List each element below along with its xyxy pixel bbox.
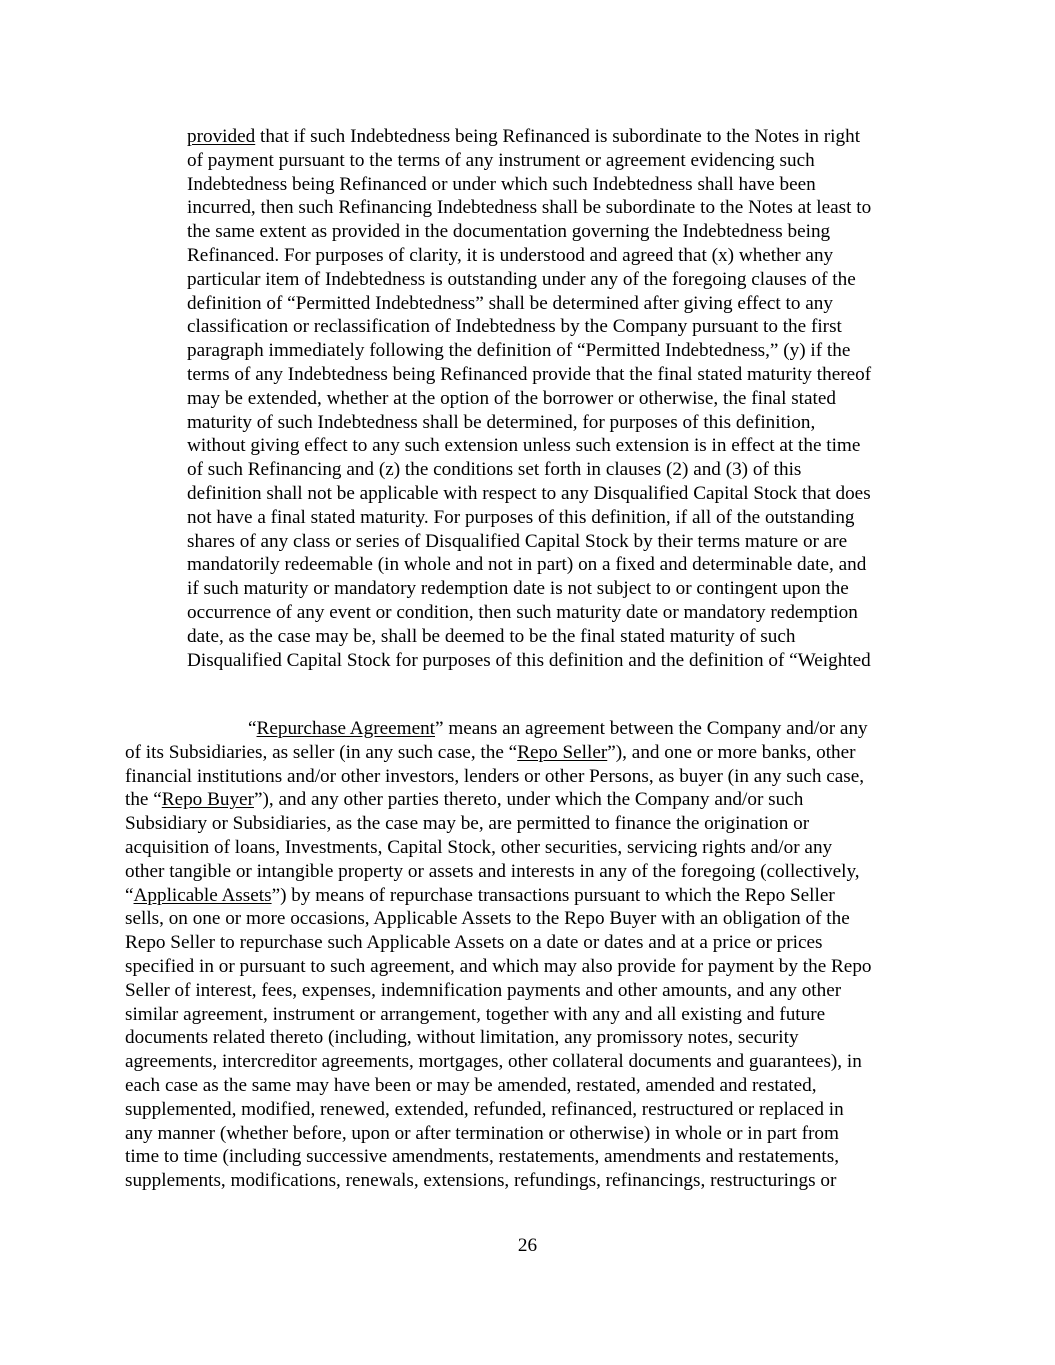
text-line: definition shall not be applicable with respect to any Disqualified Capital Stock that does — [187, 482, 871, 504]
text-line: occurrence of any event or condition, then such maturity date or mandatory redemption — [187, 601, 858, 623]
defined-term-applicable-assets: Applicable Assets — [133, 884, 272, 906]
text-line: supplemented, modified, renewed, extended, refunded, refinanced, restructured or replaced in — [125, 1098, 844, 1120]
text-line: the “Repo Buyer”), and any other parties thereto, under which the Company and/or such — [125, 789, 804, 811]
text-line: any manner (whether before, upon or after termination or otherwise) in whole or in part from — [125, 1122, 839, 1144]
text-line: shares of any class or series of Disqualified Capital Stock by their terms mature or are — [187, 530, 848, 552]
text-line: “Repurchase Agreement” means an agreement between the Company and/or any — [248, 718, 868, 739]
text-line: similar agreement, instrument or arrangement, together with any and all existing and future — [125, 1003, 826, 1025]
text-line: maturity of such Indebtedness shall be determined, for purposes of this definition, — [187, 411, 816, 433]
text-line: incurred, then such Refinancing Indebtedness shall be subordinate to the Notes at least to — [187, 197, 872, 219]
defined-term-provided: provided — [187, 126, 256, 147]
text-line: provided that if such Indebtedness being Refinanced is subordinate to the Notes in right — [187, 126, 861, 147]
text-line: agreements, intercreditor agreements, mortgages, other collateral documents and guarantees), in — [125, 1051, 862, 1073]
text-line: sells, on one or more occasions, Applicable Assets to the Repo Buyer with an obligation of the — [125, 908, 850, 930]
text-line: Subsidiary or Subsidiaries, as the case may be, are permitted to finance the origination or — [125, 813, 810, 835]
text-line: Seller of interest, fees, expenses, indemnification payments and other amounts, and any other — [125, 979, 842, 1001]
text-line: definition of “Permitted Indebtedness” shall be determined after giving effect to any — [187, 292, 833, 314]
text-line: without giving effect to any such extension unless such extension is in effect at the time — [187, 435, 861, 457]
text-line: of such Refinancing and (z) the conditions set forth in clauses (2) and (3) of this — [187, 459, 802, 481]
page-number: 26 — [517, 1235, 538, 1256]
defined-term-repo-seller: Repo Seller — [517, 741, 608, 763]
text-line: of payment pursuant to the terms of any instrument or agreement evidencing such — [187, 149, 815, 171]
text-line: date, as the case may be, shall be deemed to be the final stated maturity of such — [187, 625, 796, 647]
text-line: not have a final stated maturity. For purposes of this definition, if all of the outstanding — [187, 506, 855, 528]
refinancing-definition-continuation — [187, 125, 935, 672]
text-line: each case as the same may have been or may be amended, restated, amended and restated, — [125, 1074, 817, 1096]
text-line: if such maturity or mandatory redemption date is not subject to or contingent upon the — [187, 578, 849, 600]
text-line: Indebtedness being Refinanced or under which such Indebtedness shall have been — [187, 173, 816, 195]
defined-term-repurchase-agreement: Repurchase Agreement — [256, 718, 436, 739]
text-line: of its Subsidiaries, as seller (in any such case, the “Repo Seller”), and one or more banks, other — [125, 741, 856, 763]
text-line: Disqualified Capital Stock for purposes of this definition and the definition of “Weighted — [187, 649, 871, 671]
text-line: specified in or pursuant to such agreement, and which may also provide for payment by the Repo — [125, 955, 872, 977]
text-line: acquisition of loans, Investments, Capital Stock, other securities, servicing rights and/or any — [125, 836, 833, 858]
text-line: classification or reclassification of Indebtedness by the Company pursuant to the first — [187, 316, 842, 338]
text-line: financial institutions and/or other investors, lenders or other Persons, as buyer (in any such case, — [125, 765, 865, 787]
text-line: the same extent as provided in the documentation governing the Indebtedness being — [187, 221, 831, 243]
text-line: other tangible or intangible property or assets and interests in any of the foregoing (collectively, — [125, 860, 860, 882]
text-line: time to time (including successive amendments, restatements, amendments and restatements, — [125, 1146, 840, 1168]
text-line: supplements, modifications, renewals, extensions, refundings, refinancings, restructurings or — [125, 1170, 837, 1192]
text-line: may be extended, whether at the option of the borrower or otherwise, the final stated — [187, 387, 836, 409]
text-line: terms of any Indebtedness being Refinanced provide that the final stated maturity thereof — [187, 363, 872, 385]
defined-term-repo-buyer: Repo Buyer — [161, 789, 254, 811]
text-line: Repo Seller to repurchase such Applicable Assets on a date or dates and at a price or prices — [125, 932, 823, 954]
text-line: Refinanced. For purposes of clarity, it is understood and agreed that (x) whether any — [187, 244, 834, 266]
text-line: documents related thereto (including, without limitation, any promissory notes, security — [125, 1027, 799, 1049]
text-line: “Applicable Assets”) by means of repurchase transactions pursuant to which the Repo Seller — [125, 884, 835, 906]
text-line: particular item of Indebtedness is outstanding under any of the foregoing clauses of the — [187, 268, 856, 290]
text-line: mandatorily redeemable (in whole and not in part) on a fixed and determinable date, and — [187, 554, 867, 576]
text-line: paragraph immediately following the definition of “Permitted Indebtedness,” (y) if the — [187, 340, 851, 362]
repurchase-agreement-definition — [125, 717, 935, 1193]
